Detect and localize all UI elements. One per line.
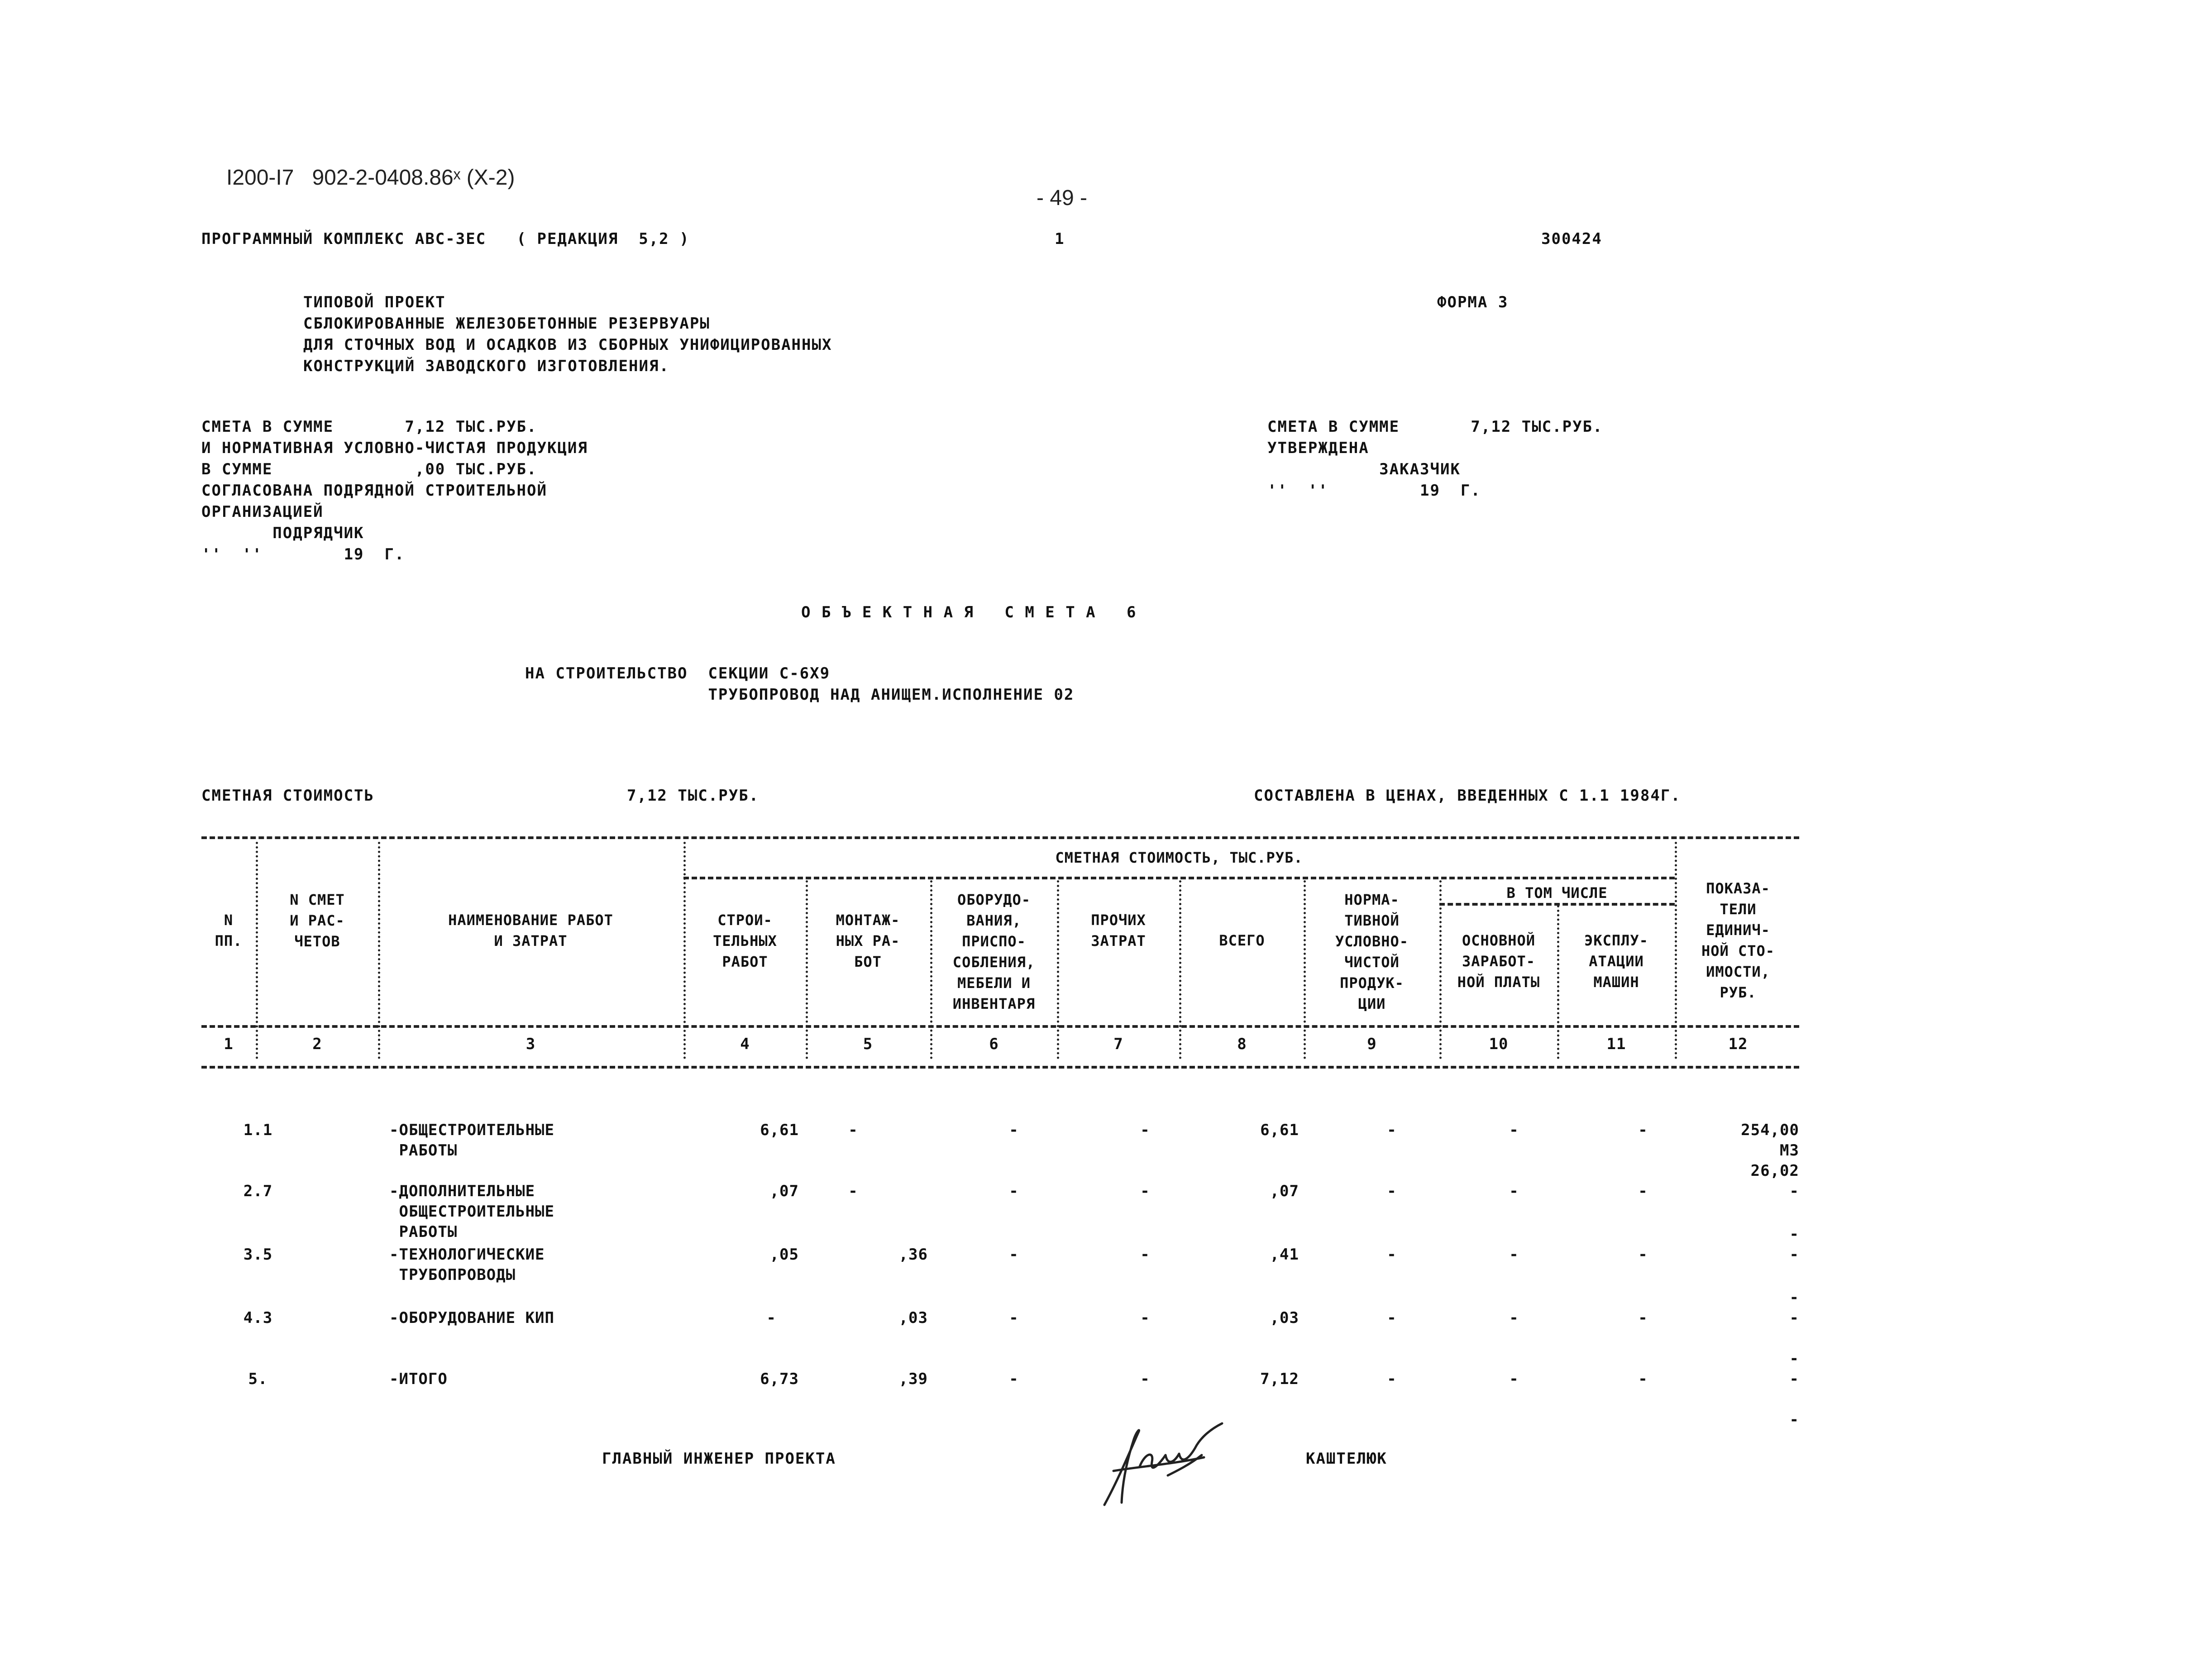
- cell-installation: -: [848, 1182, 858, 1200]
- column-number: 10: [1489, 1035, 1509, 1053]
- row-number: 4.3: [243, 1309, 273, 1327]
- estimated-cost-value: 7,12 ТЫС.РУБ.: [627, 787, 760, 805]
- document-reference: I200-I7 902-2-0408.86ˣ (X-2): [226, 166, 515, 190]
- cell-normative: -: [1387, 1182, 1397, 1200]
- project-line: КОНСТРУКЦИЙ ЗАВОДСКОГО ИЗГОТОВЛЕНИЯ.: [303, 357, 669, 375]
- cell-wages: -: [1509, 1370, 1519, 1388]
- row-number: 3.5: [243, 1246, 273, 1264]
- column-header-machine-operation: ЭКСПЛУ- АТАЦИИ МАШИН: [1584, 932, 1648, 991]
- row-work-name: -ОБЩЕСТРОИТЕЛЬНЫЕ РАБОТЫ: [389, 1121, 554, 1160]
- signature-image: [1086, 1412, 1231, 1516]
- cell-unit-cost: -: [1789, 1182, 1799, 1200]
- cell-wages: -: [1509, 1121, 1519, 1139]
- column-header-equipment: ОБОРУДО- ВАНИЯ, ПРИСПО- СОБЛЕНИЯ, МЕБЕЛИ И ИНВЕНТАРЯ: [952, 891, 1036, 1012]
- cell-unit-cost: 254,00 М3 26,02: [1741, 1121, 1799, 1180]
- column-number: 4: [740, 1035, 750, 1053]
- cell-other: -: [1140, 1309, 1150, 1327]
- cell-machines: -: [1638, 1246, 1648, 1264]
- cell-unit-cost: - -: [1789, 1289, 1799, 1327]
- form-label: ФОРМА 3: [1437, 293, 1509, 311]
- cell-unit-cost: - -: [1789, 1225, 1799, 1264]
- row-number: 5.: [248, 1370, 268, 1388]
- estimated-cost-label: СМЕТНАЯ СТОИМОСТЬ: [201, 787, 374, 805]
- cell-equipment: -: [1009, 1370, 1019, 1388]
- cell-other: -: [1140, 1370, 1150, 1388]
- price-basis: СОСТАВЛЕНА В ЦЕНАХ, ВВЕДЕННЫХ С 1.1 1984Г.: [1254, 787, 1681, 805]
- column-number: 9: [1367, 1035, 1377, 1053]
- cell-other: -: [1140, 1182, 1150, 1200]
- column-number: 6: [989, 1035, 999, 1053]
- right-approval-line: СМЕТА В СУММЕ 7,12 ТЫС.РУБ.: [1267, 418, 1603, 436]
- document-title: О Б Ъ Е К Т Н А Я С М Е Т А 6: [801, 603, 1137, 621]
- column-header-base-wages: ОСНОВНОЙ ЗАРАБОТ- НОЙ ПЛАТЫ: [1457, 932, 1540, 991]
- left-approval-line: В СУММЕ ,00 ТЫС.РУБ.: [201, 460, 537, 478]
- row-work-name: -ИТОГО: [389, 1370, 448, 1388]
- cell-other: -: [1140, 1246, 1150, 1264]
- cell-normative: -: [1387, 1309, 1397, 1327]
- cell-normative: -: [1387, 1121, 1397, 1139]
- cell-equipment: -: [1009, 1121, 1019, 1139]
- cell-other: -: [1140, 1121, 1150, 1139]
- cell-construction: 6,73: [760, 1370, 799, 1388]
- row-work-name: -ДОПОЛНИТЕЛЬНЫЕ ОБЩЕСТРОИТЕЛЬНЫЕ РАБОТЫ: [389, 1182, 554, 1241]
- project-line: ТИПОВОЙ ПРОЕКТ: [303, 293, 446, 311]
- column-header-construction: СТРОИ- ТЕЛЬНЫХ РАБОТ: [713, 912, 777, 970]
- column-header-unit-cost-indicators: ПОКАЗА- ТЕЛИ ЕДИНИЧ- НОЙ СТО- ИМОСТИ, РУБ.: [1701, 880, 1775, 1001]
- left-approval-line: ОРГАНИЗАЦИЕЙ: [201, 503, 324, 521]
- page-number: - 49 -: [1037, 186, 1088, 210]
- column-number: 1: [224, 1035, 234, 1053]
- cell-wages: -: [1509, 1246, 1519, 1264]
- cell-construction: -: [766, 1309, 776, 1327]
- project-line: СБЛОКИРОВАННЫЕ ЖЕЛЕЗОБЕТОННЫЕ РЕЗЕРВУАРЫ: [303, 315, 710, 333]
- column-number: 3: [526, 1035, 536, 1053]
- column-header-normative-product: НОРМА- ТИВНОЙ УСЛОВНО- ЧИСТОЙ ПРОДУК- ЦИИ: [1335, 891, 1409, 1012]
- cell-equipment: -: [1009, 1246, 1019, 1264]
- left-approval-line: СМЕТА В СУММЕ 7,12 ТЫС.РУБ.: [201, 418, 537, 436]
- table-rule-header-bottom: [201, 1025, 1799, 1028]
- table-rule-numbers-bottom: [201, 1066, 1799, 1069]
- cell-total: ,03: [1270, 1309, 1299, 1327]
- cell-construction: 6,61: [760, 1121, 799, 1139]
- right-approval-line: УТВЕРЖДЕНА: [1267, 439, 1369, 457]
- column-divider: [1057, 880, 1059, 1059]
- row-number: 2.7: [243, 1182, 273, 1200]
- right-approval-line: ЗАКАЗЧИК: [1267, 460, 1461, 478]
- cell-equipment: -: [1009, 1309, 1019, 1327]
- column-number: 7: [1113, 1035, 1123, 1053]
- sheet-number: 1: [1055, 230, 1065, 248]
- chief-engineer-label: ГЛАВНЫЙ ИНЖЕНЕР ПРОЕКТА: [602, 1450, 836, 1468]
- column-header-estimate-number: N СМЕТ И РАС- ЧЕТОВ: [290, 891, 345, 950]
- cell-machines: -: [1638, 1370, 1648, 1388]
- subtitle-line: НА СТРОИТЕЛЬСТВО СЕКЦИИ С-6Х9: [525, 664, 831, 683]
- column-number: 5: [863, 1035, 873, 1053]
- cell-machines: -: [1638, 1309, 1648, 1327]
- column-number: 12: [1728, 1035, 1748, 1053]
- cell-normative: -: [1387, 1246, 1397, 1264]
- left-approval-line: ПОДРЯДЧИК: [201, 524, 364, 542]
- row-work-name: -ТЕХНОЛОГИЧЕСКИЕ ТРУБОПРОВОДЫ: [389, 1246, 545, 1284]
- table-rule-top: [201, 836, 1799, 839]
- group-header-including: В ТОМ ЧИСЛЕ: [1506, 884, 1608, 902]
- cell-equipment: -: [1009, 1182, 1019, 1200]
- column-header-installation: МОНТАЖ- НЫХ РА- БОТ: [836, 912, 900, 970]
- cell-total: 7,12: [1260, 1370, 1299, 1388]
- column-header-other: ПРОЧИХ ЗАТРАТ: [1091, 912, 1146, 950]
- cell-wages: -: [1509, 1182, 1519, 1200]
- chief-engineer-name: КАШТЕЛЮК: [1306, 1450, 1387, 1468]
- cell-installation: ,03: [898, 1309, 928, 1327]
- column-number: 2: [312, 1035, 322, 1053]
- right-approval-line: '' '' 19 Г.: [1267, 482, 1481, 500]
- left-approval-line: И НОРМАТИВНАЯ УСЛОВНО-ЧИСТАЯ ПРОДУКЦИЯ: [201, 439, 588, 457]
- program-complex: ПРОГРАММНЫЙ КОМПЛЕКС АВС-ЗЕС ( РЕДАКЦИЯ 5,2 ): [201, 230, 690, 248]
- cell-machines: -: [1638, 1182, 1648, 1200]
- cell-installation: ,36: [898, 1246, 928, 1264]
- cell-construction: ,07: [769, 1182, 799, 1200]
- column-number: 8: [1237, 1035, 1247, 1053]
- cell-total: 6,61: [1260, 1121, 1299, 1139]
- project-line: ДЛЯ СТОЧНЫХ ВОД И ОСАДКОВ ИЗ СБОРНЫХ УНИФИЦИРОВАННЫХ: [303, 336, 832, 354]
- document-code: 300424: [1541, 230, 1602, 248]
- cell-installation: ,39: [898, 1370, 928, 1388]
- cell-construction: ,05: [769, 1246, 799, 1264]
- column-header-number: N ПП.: [215, 912, 243, 950]
- row-number: 1.1: [243, 1121, 273, 1139]
- cell-wages: -: [1509, 1309, 1519, 1327]
- left-approval-line: '' '' 19 Г.: [201, 545, 405, 563]
- cell-unit-cost: - - -: [1789, 1350, 1799, 1429]
- subtitle-line: ТРУБОПРОВОД НАД АНИЩЕМ.ИСПОЛНЕНИЕ 02: [525, 686, 1075, 704]
- column-number: 11: [1606, 1035, 1626, 1053]
- column-header-total: ВСЕГО: [1219, 932, 1265, 949]
- row-work-name: -ОБОРУДОВАНИЕ КИП: [389, 1309, 554, 1327]
- cell-normative: -: [1387, 1370, 1397, 1388]
- cell-installation: -: [848, 1121, 858, 1139]
- group-header-estimated-cost: СМЕТНАЯ СТОИМОСТЬ, ТЫС.РУБ.: [1055, 849, 1303, 866]
- table-rule-group: [683, 877, 1675, 879]
- cell-total: ,07: [1270, 1182, 1299, 1200]
- column-header-work-name: НАИМЕНОВАНИЕ РАБОТ И ЗАТРАТ: [448, 912, 613, 950]
- column-divider: [1179, 880, 1181, 1059]
- left-approval-line: СОГЛАСОВАНА ПОДРЯДНОЙ СТРОИТЕЛЬНОЙ: [201, 482, 547, 500]
- cell-total: ,41: [1270, 1246, 1299, 1264]
- cell-machines: -: [1638, 1121, 1648, 1139]
